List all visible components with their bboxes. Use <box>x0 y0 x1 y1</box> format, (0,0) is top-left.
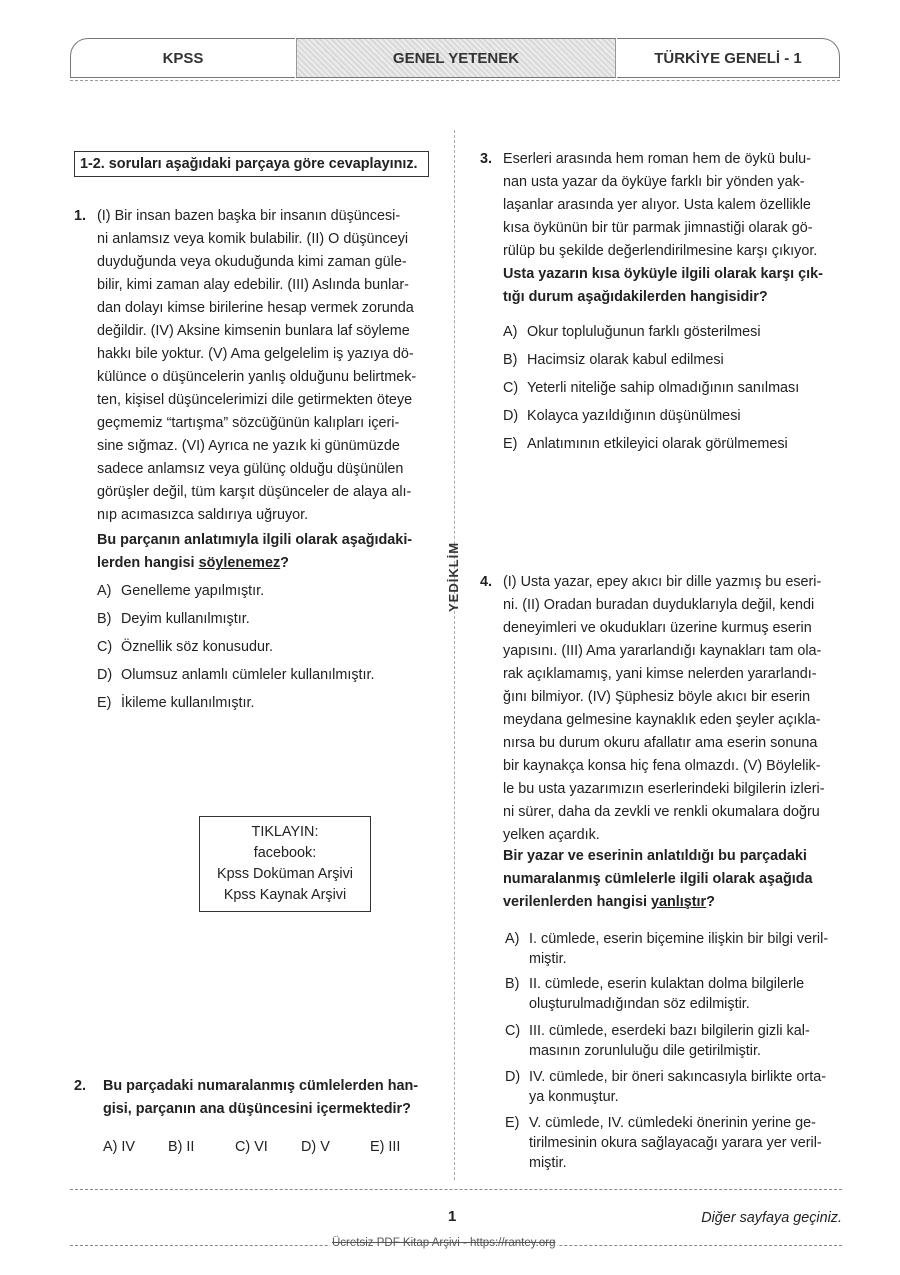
question-1-option-e[interactable] <box>97 693 255 713</box>
passage-line: ni sürer, daha da zevkli ve renkli okumalara doğru <box>503 804 820 820</box>
question-1-option-c[interactable] <box>97 637 273 657</box>
passage-line: nıp acımasızca saldırıya uğruyor. <box>97 507 309 523</box>
question-3-option-a[interactable] <box>503 322 761 342</box>
question-4-option-c[interactable] <box>505 1021 842 1061</box>
option-letter: C) <box>503 380 519 396</box>
question-1-stem <box>97 529 437 575</box>
option-letter: D) <box>301 1139 317 1155</box>
option-letter: A) <box>103 1139 118 1155</box>
passage-line: Eserleri arasında hem roman hem de öykü bulu- <box>503 151 811 167</box>
stem-line: numaralanmış cümlelerle ilgili olarak aşağıda <box>503 871 813 887</box>
stem-punct: ? <box>280 555 289 571</box>
option-text <box>529 929 828 969</box>
stem-line <box>503 891 843 914</box>
option-letter: A) <box>505 931 520 947</box>
question-2-option-a[interactable] <box>103 1137 135 1157</box>
passage-line: bilir, kimi zaman alay edebilir. (III) Aslında bunlar- <box>97 277 409 293</box>
passage-line: meydana gelmesine kaynaklık eden şeyler açıkla- <box>503 712 821 728</box>
option-letter: C) <box>97 639 113 655</box>
passage-line: laşanlar arasında yer alıyor. Usta kalem özellikle <box>503 197 811 213</box>
option-letter: E) <box>370 1139 385 1155</box>
question-2-stem <box>103 1075 443 1121</box>
passage-line: rak açıklamamış, yani kimse nelerden yararlandı- <box>503 666 817 682</box>
stem-punct: ? <box>706 894 715 910</box>
question-3-option-d[interactable] <box>503 406 741 426</box>
passage-line: değildir. (IV) Aksine kimsenin bunlara laf söyleme <box>97 323 410 339</box>
passage-line: le bu usta yazarımızın eserlerindeki bilgilerin izleri- <box>503 781 825 797</box>
option-text: IV <box>121 1139 135 1155</box>
passage-line: ten, kişisel düşüncelerimizi dile getirmekten öteye <box>97 392 413 408</box>
option-letter: E) <box>505 1115 520 1131</box>
passage-line: hakkı bile yoktur. (V) Ama gelgelelim iş yazıya dö- <box>97 346 414 362</box>
passage-line: ni. (II) Oradan buradan duyduklarıyla değil, kendi <box>503 597 815 613</box>
promo-line: Kpss Kaynak Arşivi <box>223 887 347 903</box>
stem-text: verilenlerden hangisi <box>503 894 651 910</box>
question-2-number: 2. <box>74 1078 87 1094</box>
stem-line: Bir yazar ve eserinin anlatıldığı bu parçadaki <box>503 848 807 864</box>
option-line: IV. cümlede, bir öneri sakıncasıyla birlikte orta- <box>529 1069 827 1085</box>
option-text: Anlatımının etkileyici olarak görülmemesi <box>527 436 788 452</box>
promo-line: TIKLAYIN: <box>251 824 319 840</box>
question-3-option-e[interactable] <box>503 434 788 454</box>
option-text: Kolayca yazıldığının düşünülmesi <box>527 408 741 424</box>
option-letter: B) <box>505 976 520 992</box>
question-1-number: 1. <box>74 208 87 224</box>
stem-line: tığı durum aşağıdakilerden hangisidir? <box>503 289 768 305</box>
page-number: 1 <box>448 1208 457 1225</box>
option-letter: E) <box>97 695 112 711</box>
option-line: miştir. <box>529 1155 567 1171</box>
passage-line: kısa öykünün bir tür parmak jimnastiği olarak gö- <box>503 220 813 236</box>
header-left-label: KPSS <box>162 49 204 67</box>
passage-line: nan usta yazar da öyküye farklı bir yönden yak- <box>503 174 805 190</box>
option-letter: B) <box>503 352 518 368</box>
stem-line: Bu parçadaki numaralanmış cümlelerden han- <box>103 1078 419 1094</box>
passage-line: dan dolayı kimse birilerine hesap vermek zorunda <box>97 300 414 316</box>
option-text: V <box>320 1139 330 1155</box>
option-letter: C) <box>505 1023 521 1039</box>
stem-line <box>97 552 437 575</box>
instruction-box: 1-2. soruları aşağıdaki parçaya göre cevaplayınız. <box>74 151 429 177</box>
passage-line: yapısını. (III) Ama yararlandığı kaynakları tam ola- <box>503 643 822 659</box>
option-letter: A) <box>97 583 112 599</box>
question-4-stem <box>503 845 843 914</box>
option-line: III. cümlede, eserdeki bazı bilgilerin gizli kal- <box>529 1023 810 1039</box>
option-text: III <box>388 1139 401 1155</box>
next-page-note: Diğer sayfaya geçiniz. <box>701 1210 842 1226</box>
option-letter: B) <box>97 611 112 627</box>
option-letter: E) <box>503 436 518 452</box>
passage-line: geçmemiz “tartışma” sözcüğünün kalıpları içeri- <box>97 415 400 431</box>
option-letter: D) <box>503 408 519 424</box>
footer-divider <box>70 1189 842 1190</box>
header-center-label: GENEL YETENEK <box>392 49 520 67</box>
stem-line: Usta yazarın kısa öyküyle ilgili olarak karşı çık- <box>503 266 823 282</box>
passage-line: külünce o düşüncelerin yanlış olduğunu belirtmek- <box>97 369 417 385</box>
question-2-option-e[interactable] <box>370 1137 400 1157</box>
question-2-option-b[interactable] <box>168 1137 194 1157</box>
option-line: I. cümlede, eserin biçemine ilişkin bir bilgi veril- <box>529 931 829 947</box>
stem-negation: yanlıştır <box>650 894 707 910</box>
option-line: V. cümlede, IV. cümledeki önerinin yerine ge- <box>529 1115 816 1131</box>
header-divider <box>70 80 840 81</box>
question-3-passage <box>503 148 840 263</box>
stem-line: Bu parçanın anlatımıyla ilgili olarak aşağıdaki- <box>97 532 413 548</box>
option-text <box>529 1113 822 1173</box>
question-1-option-d[interactable] <box>97 665 375 685</box>
passage-line: deneyimleri ve okudukları üzerine kurmuş eserin <box>503 620 812 636</box>
question-4-option-d[interactable] <box>505 1067 842 1107</box>
option-text: Hacimsiz olarak kabul edilmesi <box>527 352 724 368</box>
stem-text: lerden hangisi <box>97 555 199 571</box>
question-1-option-a[interactable] <box>97 581 264 601</box>
passage-line: (I) Usta yazar, epey akıcı bir dille yazmış bu eseri- <box>503 574 822 590</box>
passage-line: bir kaynakça konsa hiç fena olmazdı. (V) Böylelik- <box>503 758 821 774</box>
stem-negation: söylenemez <box>198 555 281 571</box>
option-line: masının zorunluluğu dile getirilmiştir. <box>529 1043 761 1059</box>
promo-box[interactable] <box>199 816 371 912</box>
question-4-number: 4. <box>480 574 493 590</box>
header-exam-series <box>617 38 840 78</box>
passage-line: görüşler değil, tüm karşıt düşünceler de alaya alı- <box>97 484 412 500</box>
header-section-name <box>296 38 616 78</box>
passage-line: nırsa bu durum okuru afallatır ama eserin sonuna <box>503 735 818 751</box>
option-text: Genelleme yapılmıştır. <box>121 583 265 599</box>
option-text: Deyim kullanılmıştır. <box>121 611 250 627</box>
option-letter: C) <box>235 1139 251 1155</box>
passage-line: ğını bilmiyor. (IV) Şüphesiz böyle akıcı bir eserin <box>503 689 811 705</box>
archive-link[interactable]: Ücretsiz PDF Kitap Arşivi - https://rantey.org <box>332 1237 556 1249</box>
passage-line: sine sığmaz. (VI) Ayrıca ne yazık ki günümüzde <box>97 438 400 454</box>
question-2-option-c[interactable] <box>235 1137 268 1157</box>
option-line: oluşturulmadığından söz edilmiştir. <box>529 996 750 1012</box>
option-text: VI <box>254 1139 268 1155</box>
question-3-stem <box>503 263 843 309</box>
passage-line: rülüp bu şekilde değerlendirilmesine karşı çıkıyor. <box>503 243 818 259</box>
option-letter: A) <box>503 324 518 340</box>
option-text: Yeterli niteliğe sahip olmadığının sanılması <box>527 380 800 396</box>
question-3-number: 3. <box>480 151 493 167</box>
header-right-label: TÜRKİYE GENELİ - 1 <box>654 49 802 67</box>
option-text: Okur topluluğunun farklı gösterilmesi <box>527 324 761 340</box>
option-text: Olumsuz anlamlı cümleler kullanılmıştır. <box>121 667 375 683</box>
question-4-option-a[interactable] <box>505 929 842 969</box>
question-4-option-b[interactable] <box>505 974 842 1014</box>
option-text: II <box>186 1139 195 1155</box>
passage-line: duyduğunda veya okuduğunda kimi zaman güle- <box>97 254 407 270</box>
option-letter: B) <box>168 1139 183 1155</box>
question-3-option-c[interactable] <box>503 378 799 398</box>
option-text: Öznellik söz konusudur. <box>121 639 273 655</box>
question-1-passage <box>97 205 431 527</box>
option-text: İkileme kullanılmıştır. <box>121 695 255 711</box>
passage-line: yelken açardık. <box>503 827 600 843</box>
option-line: II. cümlede, eserin kulaktan dolma bilgilerle <box>529 976 805 992</box>
question-4-option-e[interactable] <box>505 1113 842 1173</box>
option-letter: D) <box>505 1069 521 1085</box>
publisher-logo: YEDİKLİM <box>446 541 461 612</box>
option-text <box>529 1067 826 1107</box>
option-line: ya konmuştur. <box>529 1089 619 1105</box>
passage-line: (I) Bir insan bazen başka bir insanın düşüncesi- <box>97 208 401 224</box>
promo-line: facebook: <box>253 845 317 861</box>
promo-line: Kpss Doküman Arşivi <box>217 866 353 882</box>
question-4-passage <box>503 571 840 847</box>
passage-line: ni anlamsız veya komik bulabilir. (II) O düşünceyi <box>97 231 409 247</box>
passage-line: sadece anlamsız veya gülünç olduğu düşünülen <box>97 461 404 477</box>
option-line: tirilmesinin okura sağlayacağı yarara yer veril- <box>529 1135 822 1151</box>
option-text <box>529 974 804 1014</box>
stem-line: gisi, parçanın ana düşüncesini içermektedir? <box>103 1101 411 1117</box>
column-divider <box>454 130 455 1180</box>
question-1-option-b[interactable] <box>97 609 250 629</box>
header-exam-name <box>70 38 295 78</box>
option-letter: D) <box>97 667 113 683</box>
option-line: miştir. <box>529 951 567 967</box>
question-3-option-b[interactable] <box>503 350 724 370</box>
question-2-option-d[interactable] <box>301 1137 330 1157</box>
option-text <box>529 1021 810 1061</box>
